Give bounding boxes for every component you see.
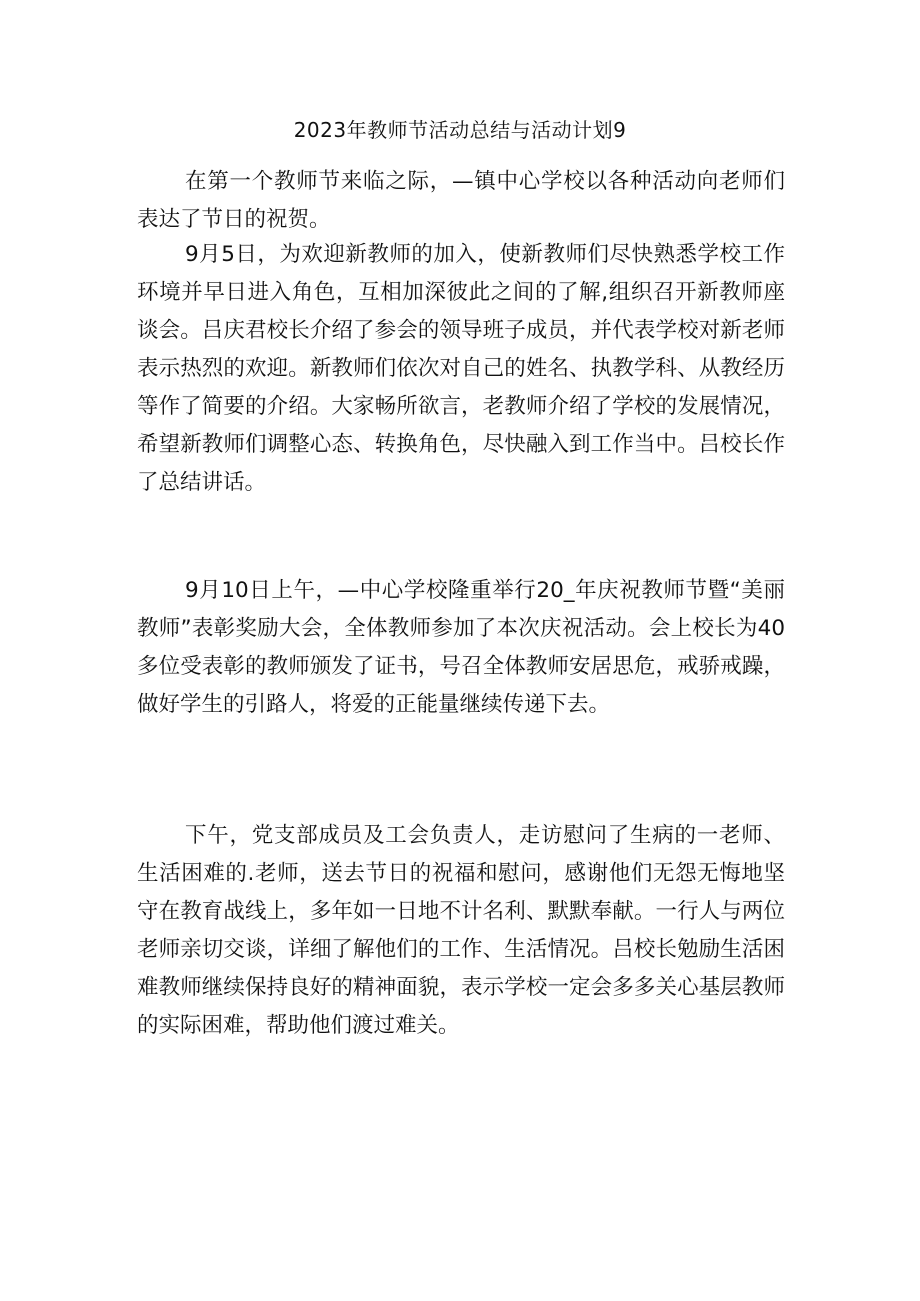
- paragraph-sept-5: 9月5日，为欢迎新教师的加入，使新教师们尽快熟悉学校工作环境并早日进入角色，互相加深彼此之间的了解,组织召开新教师座谈会。吕庆君校长介绍了参会的领导班子成员，并代表学校对新老师表示热烈的欢迎。新教师们依次对自己的姓名、执教学科、从教经历等作了简要的介绍。大家畅所欲言，老教师介绍了学校的发展情况，希望新教师们调整心态、转换角色，尽快融入到工作当中。吕校长作了总结讲话。: [137, 242, 785, 495]
- paragraph-afternoon-visit: 下午，党支部成员及工会负责人，走访慰问了生病的一老师、生活困难的.老师，送去节日的祝福和慰问，感谢他们无怨无悔地坚守在教育战线上，多年如一日地不计名利、默默奉献。一行人与两位老师亲切交谈，详细了解他们的工作、生活情况。吕校长勉励生活困难教师继续保持良好的精神面貌，表示学校一定会多多关心基层教师的实际困难，帮助他们渡过难关。: [137, 823, 785, 1038]
- document-title: 2023年教师节活动总结与活动计划9: [293, 118, 627, 142]
- paragraph-sept-10: 9月10日上午，—中心学校隆重举行20_年庆祝教师节暨“美丽教师”表彰奖励大会，全体教师参加了本次庆祝活动。会上校长为40多位受表彰的教师颁发了证书，号召全体教师安居思危，戒骄戒躁，做好学生的引路人，将爱的正能量继续传递下去。: [137, 578, 785, 717]
- paragraph-intro: 在第一个教师节来临之际，—镇中心学校以各种活动向老师们表达了节日的祝贺。: [137, 169, 785, 232]
